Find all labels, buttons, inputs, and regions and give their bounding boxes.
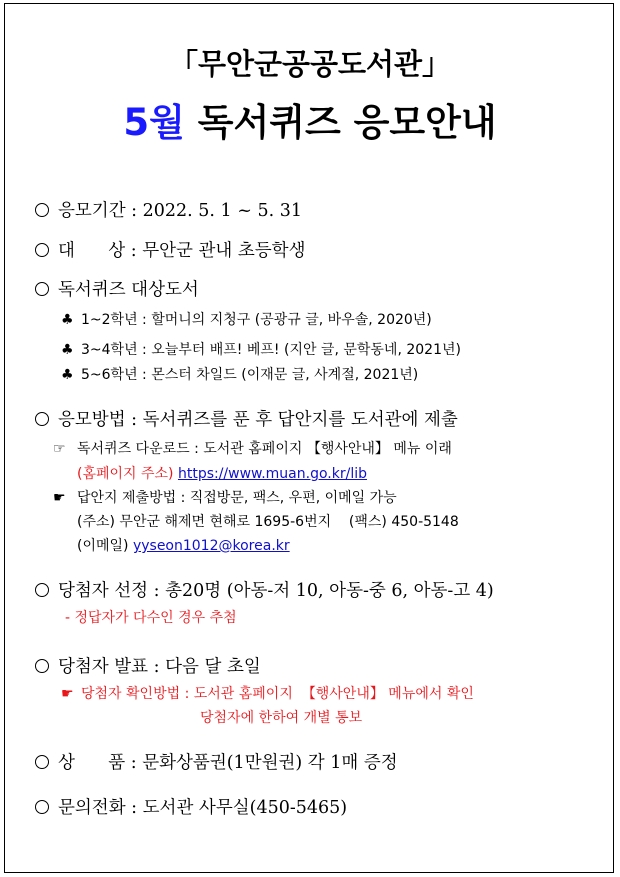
- announce-method-2: 당첨자에 한하여 개별 통보: [200, 710, 363, 726]
- club-icon: ♣: [61, 342, 74, 358]
- announce-heading: 당첨자 발표 : 다음 달 초일: [58, 657, 261, 677]
- winners-heading-row: [35, 577, 494, 602]
- address-row: (주소) 무안군 해제면 현해로 1695-6번지 (팩스) 450-5148: [77, 514, 459, 530]
- notice-page: [4, 3, 614, 873]
- email-link[interactable]: yyseon1012@korea.kr: [132, 538, 290, 554]
- target-row: [35, 237, 305, 262]
- title-quiz: [5, 92, 615, 146]
- pointing-hand-icon: ☞: [53, 441, 66, 457]
- email-row: (이메일) yyseon1012@korea.kr: [77, 538, 290, 554]
- winners-heading: 당첨자 선정 : 총20명 (아동-저 10, 아동-중 6, 아동-고 4): [58, 581, 494, 601]
- circle-bullet-icon: [35, 203, 49, 217]
- submit-row: ☛ 답안지 제출방법 : 직접방문, 팩스, 우편, 이메일 가능: [53, 490, 397, 506]
- prize-text: 상 품 : 문화상품권(1만원권) 각 1매 증정: [58, 753, 398, 773]
- circle-bullet-icon: [35, 282, 49, 296]
- method-heading-row: [35, 406, 458, 431]
- book-item-3: ♣ 5~6학년 : 몬스터 차일드 (이재문 글, 사계절, 2021년): [61, 367, 419, 383]
- title-library: 「무안군공공도서관」: [168, 47, 452, 81]
- books-heading-row: [35, 276, 199, 301]
- contact-row: [35, 794, 347, 819]
- pointing-hand-icon: ☛: [61, 686, 74, 702]
- winners-note: - 정답자가 다수인 경우 추첨: [65, 610, 237, 626]
- book-item-1: ♣ 1~2학년 : 할머니의 지청구 (공광규 글, 바우솔, 2020년): [61, 312, 432, 328]
- announce-method-row: ☛ 당첨자 확인방법 : 도서관 홈페이지 【행사안내】 메뉴에서 확인: [61, 686, 474, 702]
- announce-heading-row: [35, 653, 261, 678]
- title-rest: 독서퀴즈 응모안내: [184, 101, 497, 144]
- book-item-2: ♣ 3~4학년 : 오늘부터 배프! 베프! (지안 글, 문학동네, 2021년): [61, 342, 461, 358]
- period-text: 응모기간 : 2022. 5. 1 ~ 5. 31: [58, 201, 303, 221]
- circle-bullet-icon: [35, 583, 49, 597]
- title-month: 5월: [123, 101, 185, 144]
- circle-bullet-icon: [35, 755, 49, 769]
- books-heading: 독서퀴즈 대상도서: [58, 280, 199, 300]
- homepage-row: (홈페이지 주소) https://www.muan.go.kr/lib: [77, 466, 367, 482]
- prize-row: [35, 749, 398, 774]
- circle-bullet-icon: [35, 412, 49, 426]
- download-row: ☞ 독서퀴즈 다운로드 : 도서관 홈페이지 【행사안내】 메뉴 이래: [53, 441, 452, 457]
- circle-bullet-icon: [35, 659, 49, 673]
- pointing-hand-icon: ☛: [53, 490, 66, 506]
- method-heading: 응모방법 : 독서퀴즈를 푼 후 답안지를 도서관에 제출: [58, 410, 458, 430]
- circle-bullet-icon: [35, 800, 49, 814]
- target-text: 대 상 : 무안군 관내 초등학생: [58, 241, 306, 261]
- club-icon: ♣: [61, 367, 74, 383]
- contact-text: 문의전화 : 도서관 사무실(450-5465): [58, 798, 348, 818]
- circle-bullet-icon: [35, 243, 49, 257]
- period-row: [35, 197, 302, 222]
- club-icon: ♣: [61, 312, 74, 328]
- homepage-link[interactable]: https://www.muan.go.kr/lib: [177, 466, 367, 482]
